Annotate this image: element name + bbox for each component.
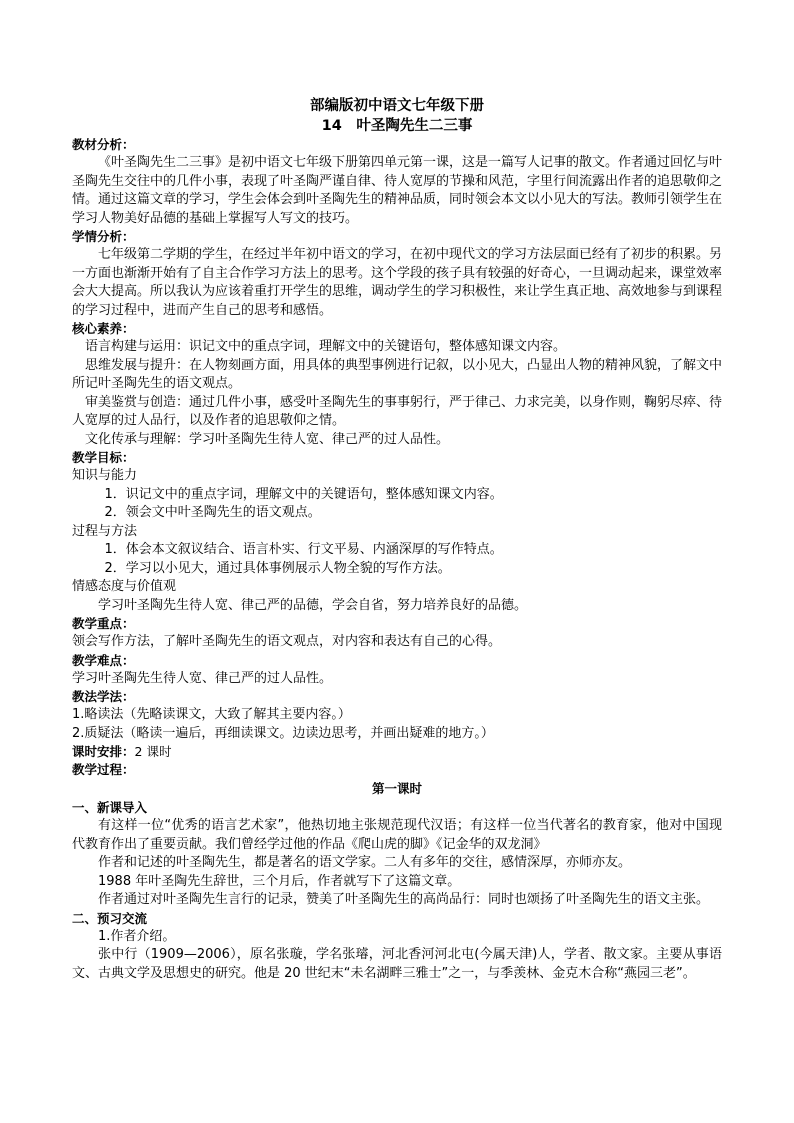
paragraph-zhongdian: 领会写作方法，了解叶圣陶先生的语文观点，对内容和表达有自己的心得。 xyxy=(72,634,502,649)
lesson-title: 14 叶圣陶先生二三事 xyxy=(321,118,473,134)
heading-zhongdian: 教学重点： xyxy=(72,616,135,631)
paragraph-xueqing: 七年级第二学期的学生，在经过半年初中语文的学习，在初中现代文的学习方法层面已经有了初步的积累。另一方面也渐渐开始有了自主合作学习方法上的思考。这个学段的孩子具有较强的好奇心，一旦调动起来，课堂效率会大大提高。所以我认为应该着重打开学生的思维，调动学生的学习积极性，来让学生真正地、高效地参与到课程的学习过程中，进而产生自己的思考和感悟。 xyxy=(72,247,723,318)
heading-keshi: 课时安排： xyxy=(72,744,135,759)
section1-paragraph: 作者和记述的叶圣陶先生，都是著名的语文学家。二人有多年的交往，感情深厚，亦师亦友。 xyxy=(98,855,632,870)
heading-hexin: 核心素养： xyxy=(72,321,135,336)
subheading-zhishi: 知识与能力 xyxy=(72,468,138,483)
paragraph-nandian: 学习叶圣陶先生待人宽、律己严的过人品性。 xyxy=(72,670,333,686)
section2-heading: 二、预习交流 xyxy=(72,910,148,926)
keshi-line xyxy=(72,743,722,761)
heading-jiaocai: 教材分析： xyxy=(72,137,135,152)
section1-paragraph: 作者通过对叶圣陶先生言行的记录，赞美了叶圣陶先生的高尚品行：同时也颂扬了叶圣陶先生的语文主张。 xyxy=(98,892,710,907)
hexin-item: 语言构建与运用：识记文中的重点字词，理解文中的关键语句，整体感知课文内容。 xyxy=(85,339,567,354)
subheading-guocheng: 过程与方法 xyxy=(72,523,138,539)
section2-item: 1.作者介绍。 xyxy=(98,928,176,944)
heading-nandian: 教学难点： xyxy=(72,652,135,668)
list-item: 1.略读法（先略读课文，大致了解其主要内容。） xyxy=(72,707,351,722)
section2-paragraph: 张中行（1909—2006），原名张璇，学名张璿，河北香河河北屯(今属天津)人，学者、散文家。主要从事语文、古典文学及思想史的研究。他是 20 世纪末“未名湖畔三雅士”之一，与季羡林、金克木合称“燕园三老”。 xyxy=(72,947,722,981)
document-title: 部编版初中语文七年级下册 xyxy=(310,98,484,114)
section1-paragraph: 1988 年叶圣陶先生辞世，三个月后，作者就写下了这篇文章。 xyxy=(98,873,461,889)
section1-paragraph: 有这样一位“优秀的语言艺术家”，他热切地主张规范现代汉语；有这样一位当代著名的教育家，他对中国现代教育作出了重要贡献。我们曾经学过他的作品《爬山虎的脚》《记金华的双龙洞》 xyxy=(72,818,722,852)
list-item: 2．学习以小见大，通过具体事例展示人物全貌的写作方法。 xyxy=(104,560,451,576)
heading-guocheng: 教学过程： xyxy=(72,762,135,777)
list-item: 1．识记文中的重点字词，理解文中的关键语句，整体感知课文内容。 xyxy=(104,486,503,502)
heading-mubiao: 教学目标： xyxy=(72,450,135,465)
list-item: 1．体会本文叙议结合、语言朴实、行文平易、内涵深厚的写作特点。 xyxy=(104,542,503,557)
list-item: 2．领会文中叶圣陶先生的语文观点。 xyxy=(104,505,321,520)
heading-xueqing: 学情分析： xyxy=(72,229,135,244)
paragraph-qinggan: 学习叶圣陶先生待人宽、律己严的品德，学会自省，努力培养良好的品德。 xyxy=(98,597,528,613)
hexin-item: 思维发展与提升：在人物刻画方面，用具体的典型事例进行记叙，以小见大，凸显出人物的精神风貌，了解文中所记叶圣陶先生的语文观点。 xyxy=(72,357,723,391)
heading-jiaofa: 教法学法： xyxy=(72,689,135,704)
first-lesson-title: 第一课时 xyxy=(371,781,422,796)
paragraph-jiaocai: 《叶圣陶先生二三事》是初中语文七年级下册第四单元第一课，这是一篇写人记事的散文。作者通过回忆与叶圣陶先生交往中的几件小事，表现了叶圣陶严谨自律、待人宽厚的节操和风范，字里行间流露出作者的追思敬仰之情。通过这篇文章的学习，学生会体会到叶圣陶先生的精神品质，同时领会本文以小见大的写法。教师引领学生在学习人物美好品德的基础上掌握写人写文的技巧。 xyxy=(72,155,723,226)
subheading-qinggan: 情感态度与价值观 xyxy=(72,579,177,594)
list-item: 2.质疑法（略读一遍后，再细读课文。边读边思考，并画出疑难的地方。） xyxy=(72,725,494,741)
section1-heading: 一、新课导入 xyxy=(72,800,148,815)
hexin-item: 文化传承与理解：学习叶圣陶先生待人宽、律己严的过人品性。 xyxy=(85,431,450,447)
document-page xyxy=(72,96,722,983)
hexin-item: 审美鉴赏与创造：通过几件小事，感受叶圣陶先生的事事躬行，严于律己、力求完美，以身作则，鞠躬尽瘁、待人宽厚的过人品行，以及作者的追思敬仰之情。 xyxy=(72,394,723,428)
keshi-value: 2 课时 xyxy=(134,744,172,759)
